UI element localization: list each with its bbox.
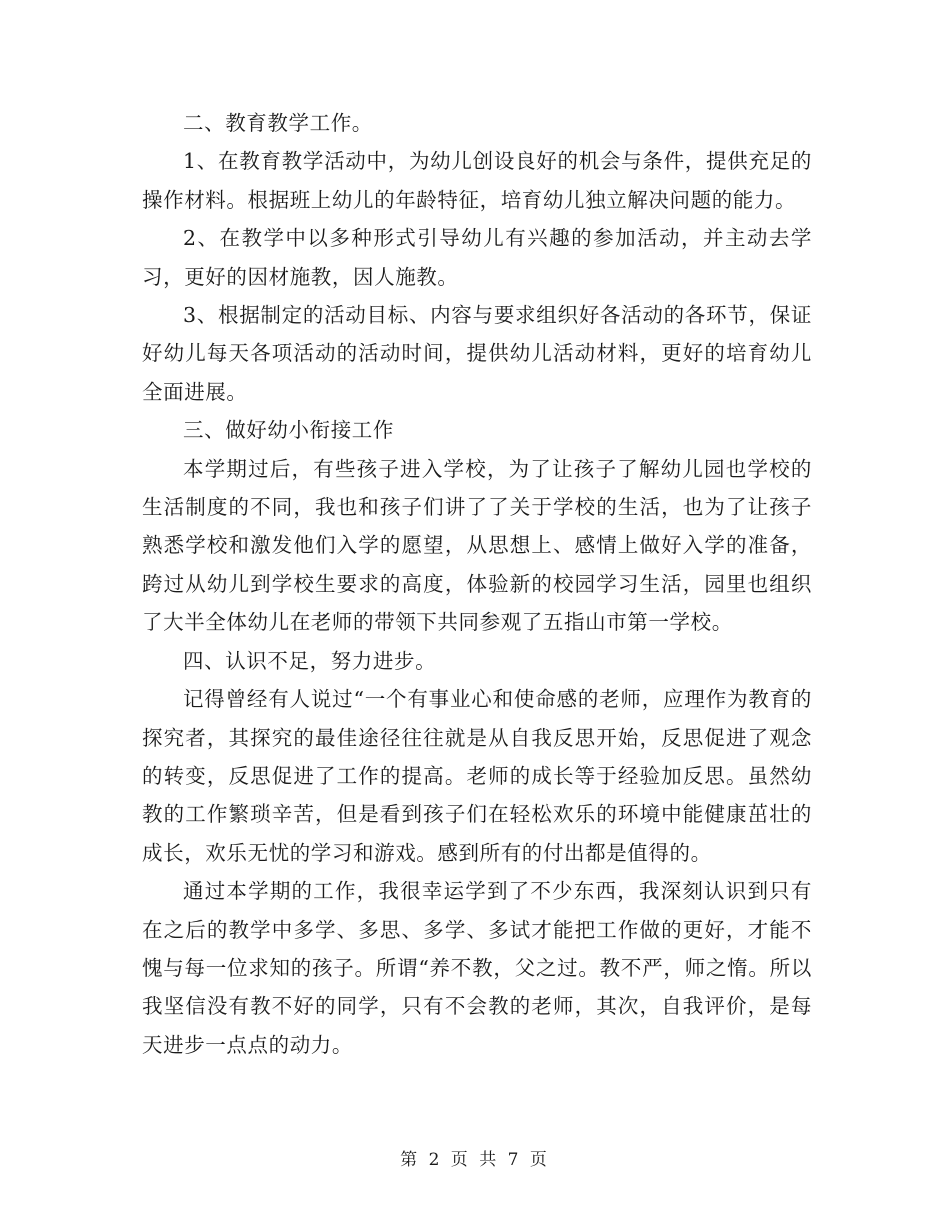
document-body <box>142 104 812 1064</box>
paragraph-item-2: 2、在教学中以多种形式引导幼儿有兴趣的参加活动，并主动去学习，更好的因材施教，因人施教。 <box>142 226 812 289</box>
paragraph-item-3: 3、根据制定的活动目标、内容与要求组织好各活动的各环节，保证好幼儿每天各项活动的活动时间，提供幼儿活动材料，更好的培育幼儿全面进展。 <box>142 303 812 404</box>
section-heading-reflection: 四、认识不足，努力进步。 <box>183 648 437 673</box>
paragraph-item-1: 1、在教育教学活动中，为幼儿创设良好的机会与条件，提供充足的操作材料。根据班上幼儿的年龄特征，培育幼儿独立解决问题的能力。 <box>142 149 812 212</box>
paragraph-reflection-2: 通过本学期的工作，我很幸运学到了不少东西，我深刻认识到只有在之后的教学中多学、多思、多学、多试才能把工作做的更好，才能不愧与每一位求知的孩子。所谓“养不教，父之过。教不严，师之惰。所以我坚信没有教不好的同学，只有不会教的老师，其次，自我评价，是每天进步一点点的动力。 <box>142 879 812 1057</box>
section-heading-education: 二、教育教学工作。 <box>183 111 373 135</box>
paragraph-reflection-1: 记得曾经有人说过“一个有事业心和使命感的老师，应理作为教育的探究者，其探究的最佳途径往往就是从自我反思开始，反思促进了观念的转变，反思促进了工作的提高。老师的成长等于经验加反思。虽然幼教的工作繁琐辛苦，但是看到孩子们在轻松欢乐的环境中能健康茁壮的成长，欢乐无忧的学习和游戏。感到所有的付出都是值得的。 <box>142 687 812 865</box>
paragraph-transition: 本学期过后，有些孩子进入学校，为了让孩子了解幼儿园也学校的生活制度的不同，我也和孩子们讲了了关于学校的生活，也为了让孩子熟悉学校和激发他们入学的愿望，从思想上、感情上做好入学的准备，跨过从幼儿到学校生要求的高度，体验新的校园学习生活，园里也组织了大半全体幼儿在老师的带领下共同参观了五指山市第一学校。 <box>142 456 812 635</box>
section-heading-transition: 三、做好幼小衔接工作 <box>183 418 394 443</box>
page-number-footer: 第 2 页 共 7 页 <box>400 1150 550 1170</box>
